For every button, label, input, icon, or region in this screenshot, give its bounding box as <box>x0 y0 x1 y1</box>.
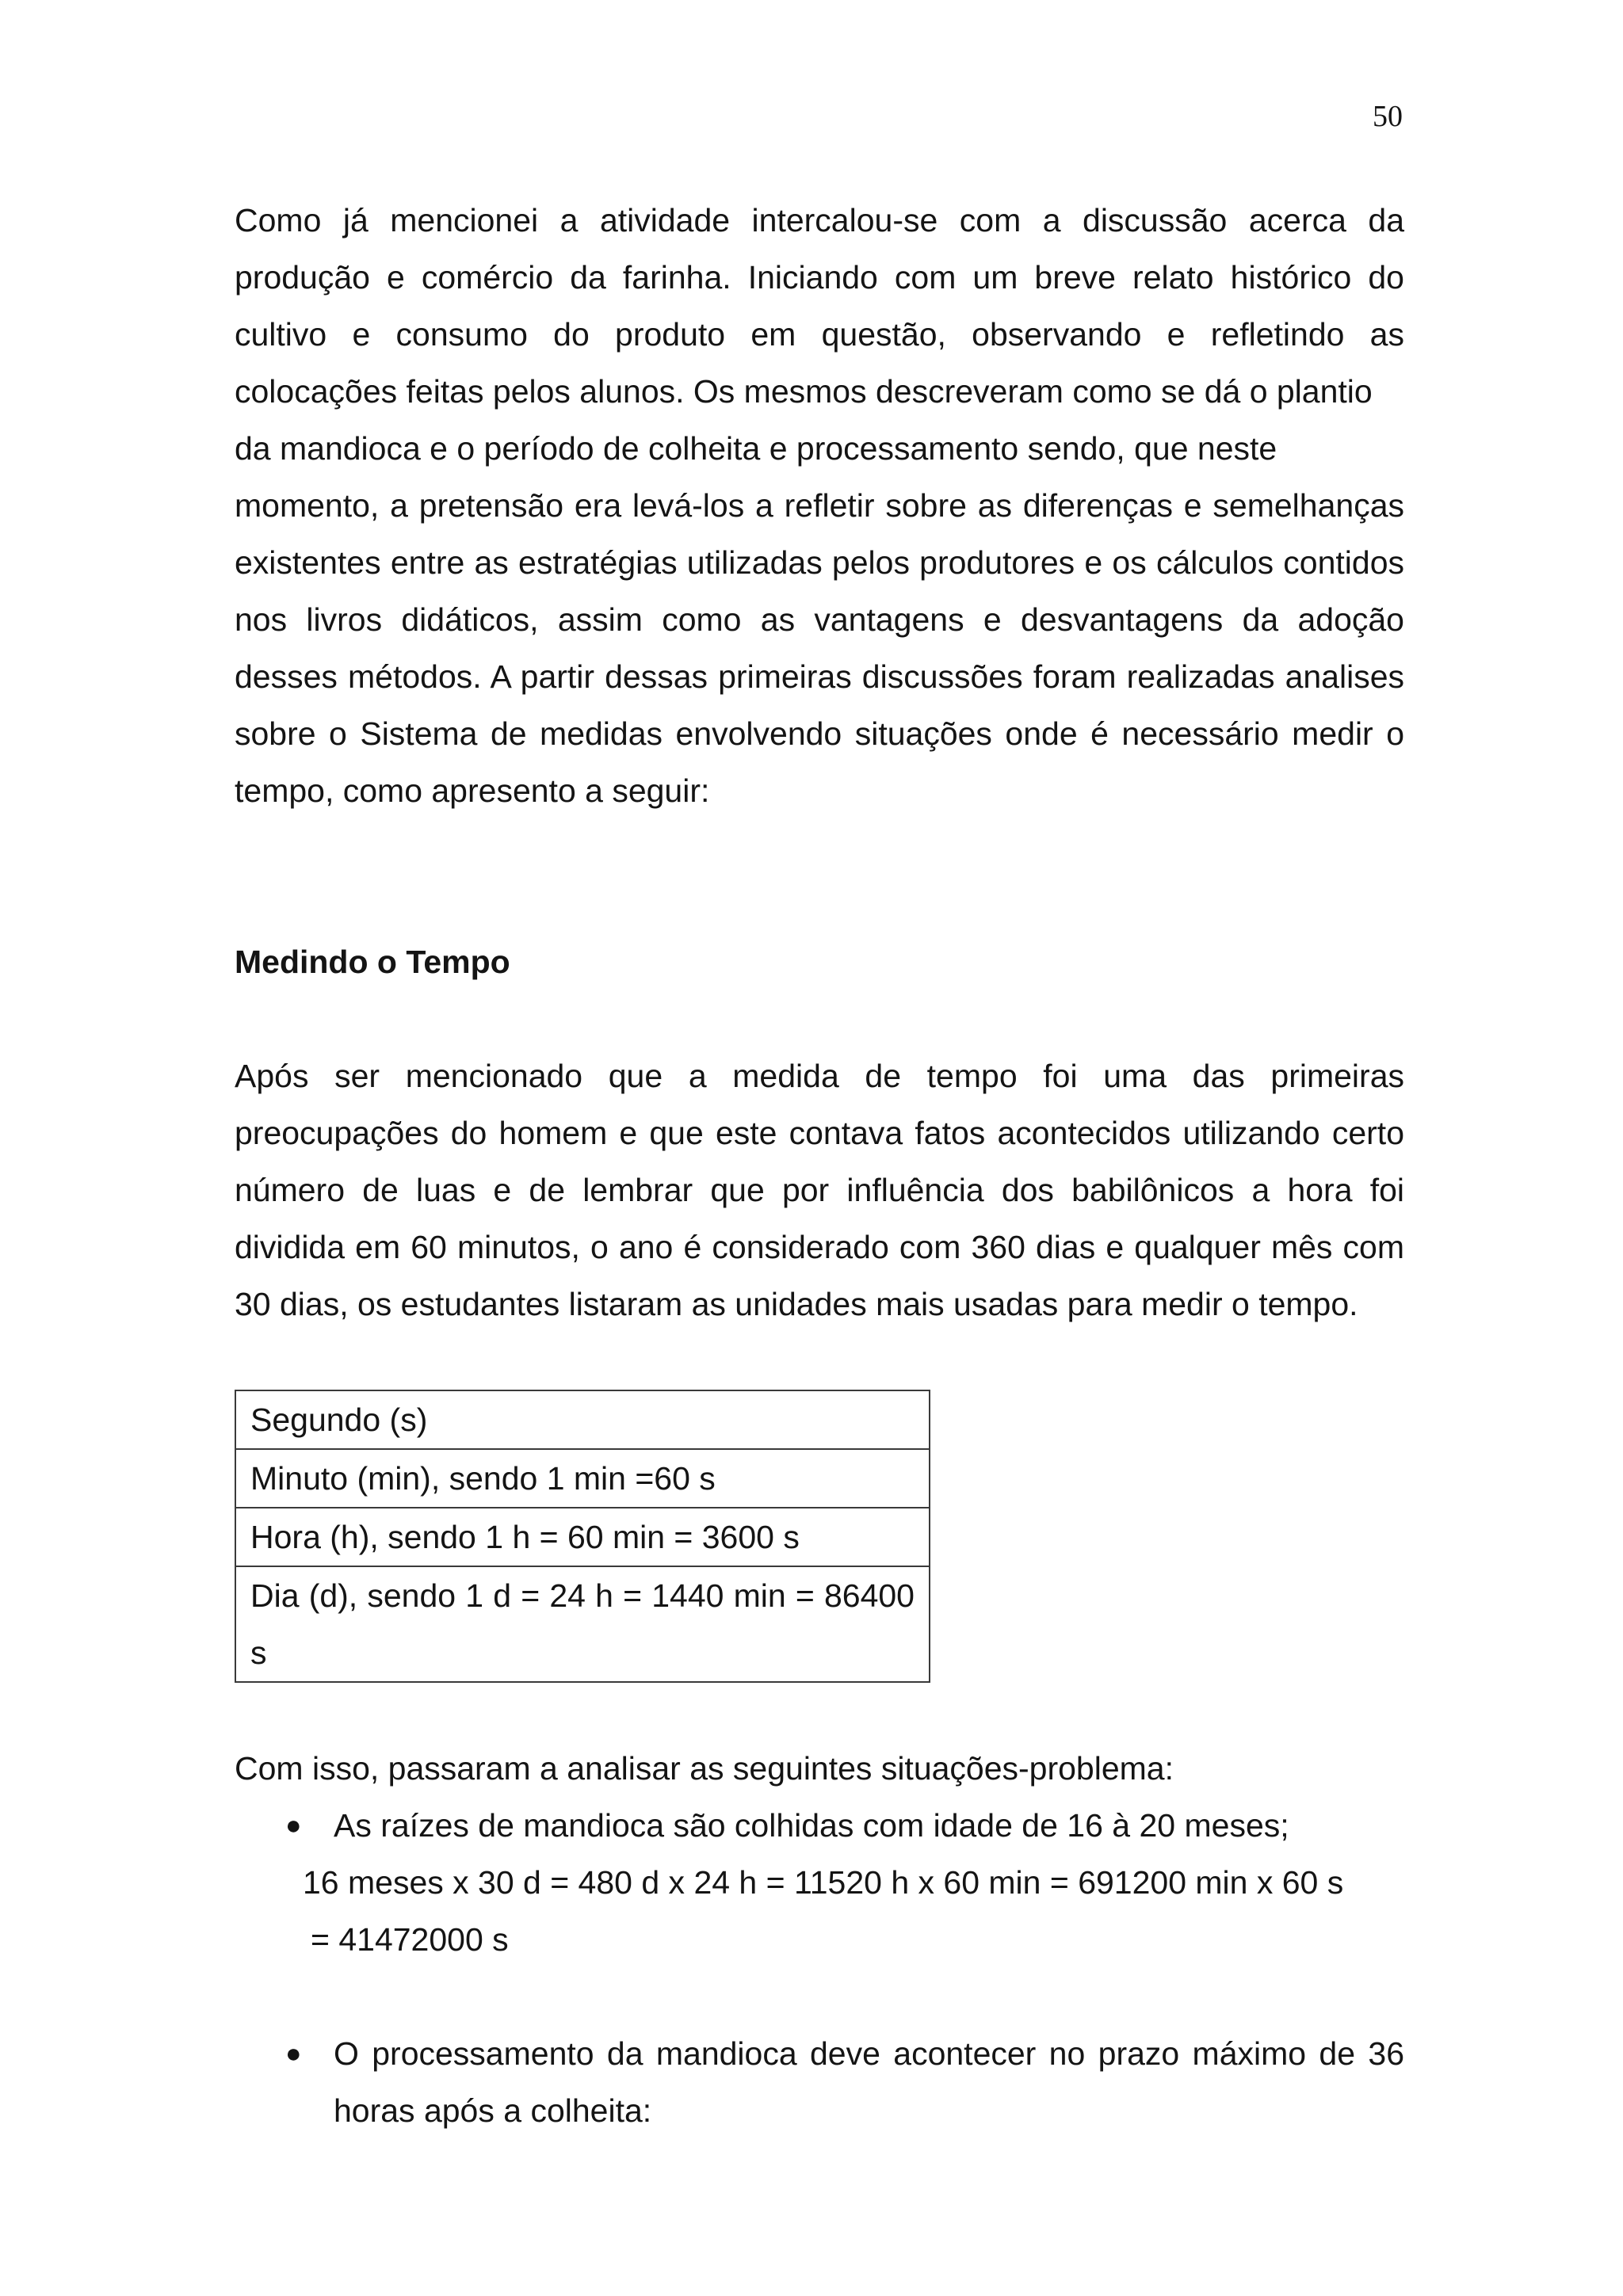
list-item-text: As raízes de mandioca são colhidas com idade de 16 à 20 meses; <box>334 1807 1289 1844</box>
body-paragraph-1-line: da mandioca e o período de colheita e processamento sendo, que neste <box>235 430 1277 467</box>
problems-intro: Com isso, passaram a analisar as seguintes situações-problema: <box>235 1750 1174 1787</box>
table-row <box>235 1390 930 1449</box>
list-item-text: O processamento da mandioca deve acontecer no prazo máximo de 36 horas após a colheita: <box>334 2035 1404 2129</box>
time-units-table <box>235 1390 930 1683</box>
spacer <box>235 1968 1404 2025</box>
body-paragraph-2: momento, a pretensão era levá-los a refletir sobre as diferenças e semelhanças existentes entre as estratégias utilizadas pelos produtores e os cálculos contidos nos livros didáticos, assim como as vantagens e desvantagens da adoção desses métodos. A partir dessas primeiras discussões foram realizadas analises sobre o Sistema de medidas envolvendo situações onde é necessário medir o tempo, como apresento a seguir: <box>235 487 1404 809</box>
section-heading: Medindo o Tempo <box>235 944 510 980</box>
table-row <box>235 1508 930 1566</box>
table-row <box>235 1449 930 1508</box>
table-cell: Minuto (min), sendo 1 min =60 s <box>235 1449 930 1508</box>
bullet-icon: ● <box>285 1810 302 1840</box>
section-paragraph: Após ser mencionado que a medida de tempo foi uma das primeiras preocupações do homem e que este contava fatos acontecidos utilizando certo número de luas e de lembrar que por influência dos babilônicos a hora foi dividida em 60 minutos, o ano é considerado com 360 dias e qualquer mês com 30 dias, os estudantes listaram as unidades mais usadas para medir o tempo. <box>235 1058 1404 1322</box>
table-row <box>235 1566 930 1682</box>
calculation-line: 16 meses x 30 d = 480 d x 24 h = 11520 h x 60 min = 691200 min x 60 s <box>303 1864 1344 1901</box>
table-cell: Segundo (s) <box>235 1390 930 1449</box>
list-item <box>235 2025 1404 2139</box>
list-item <box>235 1797 1404 1854</box>
body-paragraph-1: Como já mencionei a atividade intercalou-se com a discussão acerca da produção e comércio da farinha. Iniciando com um breve relato histórico do cultivo e consumo do produto em questão, observando e refletindo as colocações feitas pelos alunos. Os mesmos descreveram como se dá o plantio <box>235 202 1404 410</box>
table-cell: Dia (d), sendo 1 d = 24 h = 1440 min = 86400 s <box>235 1566 930 1682</box>
bullet-icon: ● <box>285 2039 302 2069</box>
page-content <box>235 192 1404 2139</box>
page-number: 50 <box>1373 100 1403 133</box>
calculation-result: = 41472000 s <box>311 1921 509 1958</box>
table-cell: Hora (h), sendo 1 h = 60 min = 3600 s <box>235 1508 930 1566</box>
